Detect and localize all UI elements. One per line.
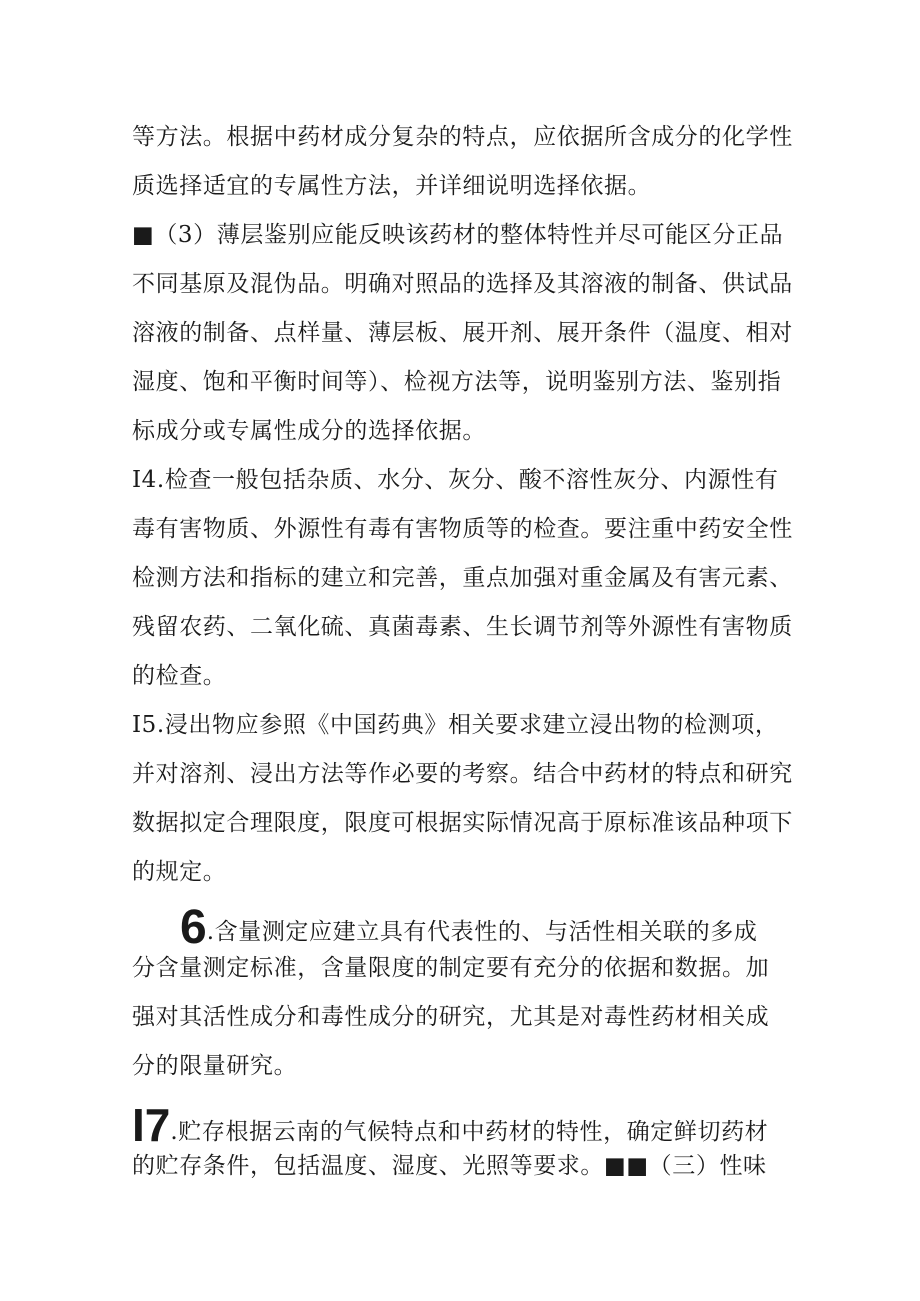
item-6-text: .含量测定应建立具有代表性的、与活性相关联的多成 (206, 919, 758, 945)
text-line: 残留农药、二氧化硫、真菌毒素、生长调节剂等外源性有害物质 (132, 614, 793, 640)
item-7-number: I7 (132, 1099, 171, 1151)
text-line: 的贮存条件，包括温度、湿度、光照等要求。■■（三）性味 (132, 1153, 767, 1179)
text-line: 强对其活性成分和毒性成分的研究，尤其是对毒性药材相关成 (132, 1004, 770, 1030)
text-line: I4.检查一般包括杂质、水分、灰分、酸不溶性灰分、内源性有 (132, 467, 779, 493)
text-line: ■（3）薄层鉴别应能反映该药材的整体特性并尽可能区分正品 (132, 222, 784, 248)
text-line: 溶液的制备、点样量、薄层板、展开剂、展开条件（温度、相对 (132, 320, 793, 346)
text-line: 不同基原及混伪品。明确对照品的选择及其溶液的制备、供试品 (132, 271, 793, 297)
text-line: 分含量测定标准，含量限度的制定要有充分的依据和数据。加 (132, 955, 770, 981)
item-7-first-line (132, 1101, 792, 1149)
text-line: 标成分或专属性成分的选择依据。 (132, 418, 486, 444)
text-line: 检测方法和指标的建立和完善，重点加强对重金属及有害元素、 (132, 565, 793, 591)
text-line: 分的限量研究。 (132, 1053, 298, 1079)
text-line: 数据拟定合理限度，限度可根据实际情况高于原标准该品种项下 (132, 810, 793, 836)
text-line: 的规定。 (132, 859, 227, 885)
item-6-number: 6 (180, 901, 207, 954)
text-line: 质选择适宜的专属性方法，并详细说明选择依据。 (132, 173, 652, 199)
text-line: 等方法。根据中药材成分复杂的特点，应依据所含成分的化学性 (132, 124, 793, 150)
text-line: I5.浸出物应参照《中国药典》相关要求建立浸出物的检测项， (132, 712, 779, 738)
item-6-first-line (180, 901, 840, 954)
text-line: 并对溶剂、浸出方法等作必要的考察。结合中药材的特点和研究 (132, 761, 793, 787)
item-7-text: .贮存根据云南的气候特点和中药材的特性，确定鲜切药材 (170, 1119, 769, 1145)
text-line: 湿度、饱和平衡时间等）、检视方法等，说明鉴别方法、鉴别指 (132, 369, 782, 395)
text-line: 的检查。 (132, 663, 227, 689)
text-line: 毒有害物质、外源性有毒有害物质等的检查。要注重中药安全性 (132, 516, 793, 542)
